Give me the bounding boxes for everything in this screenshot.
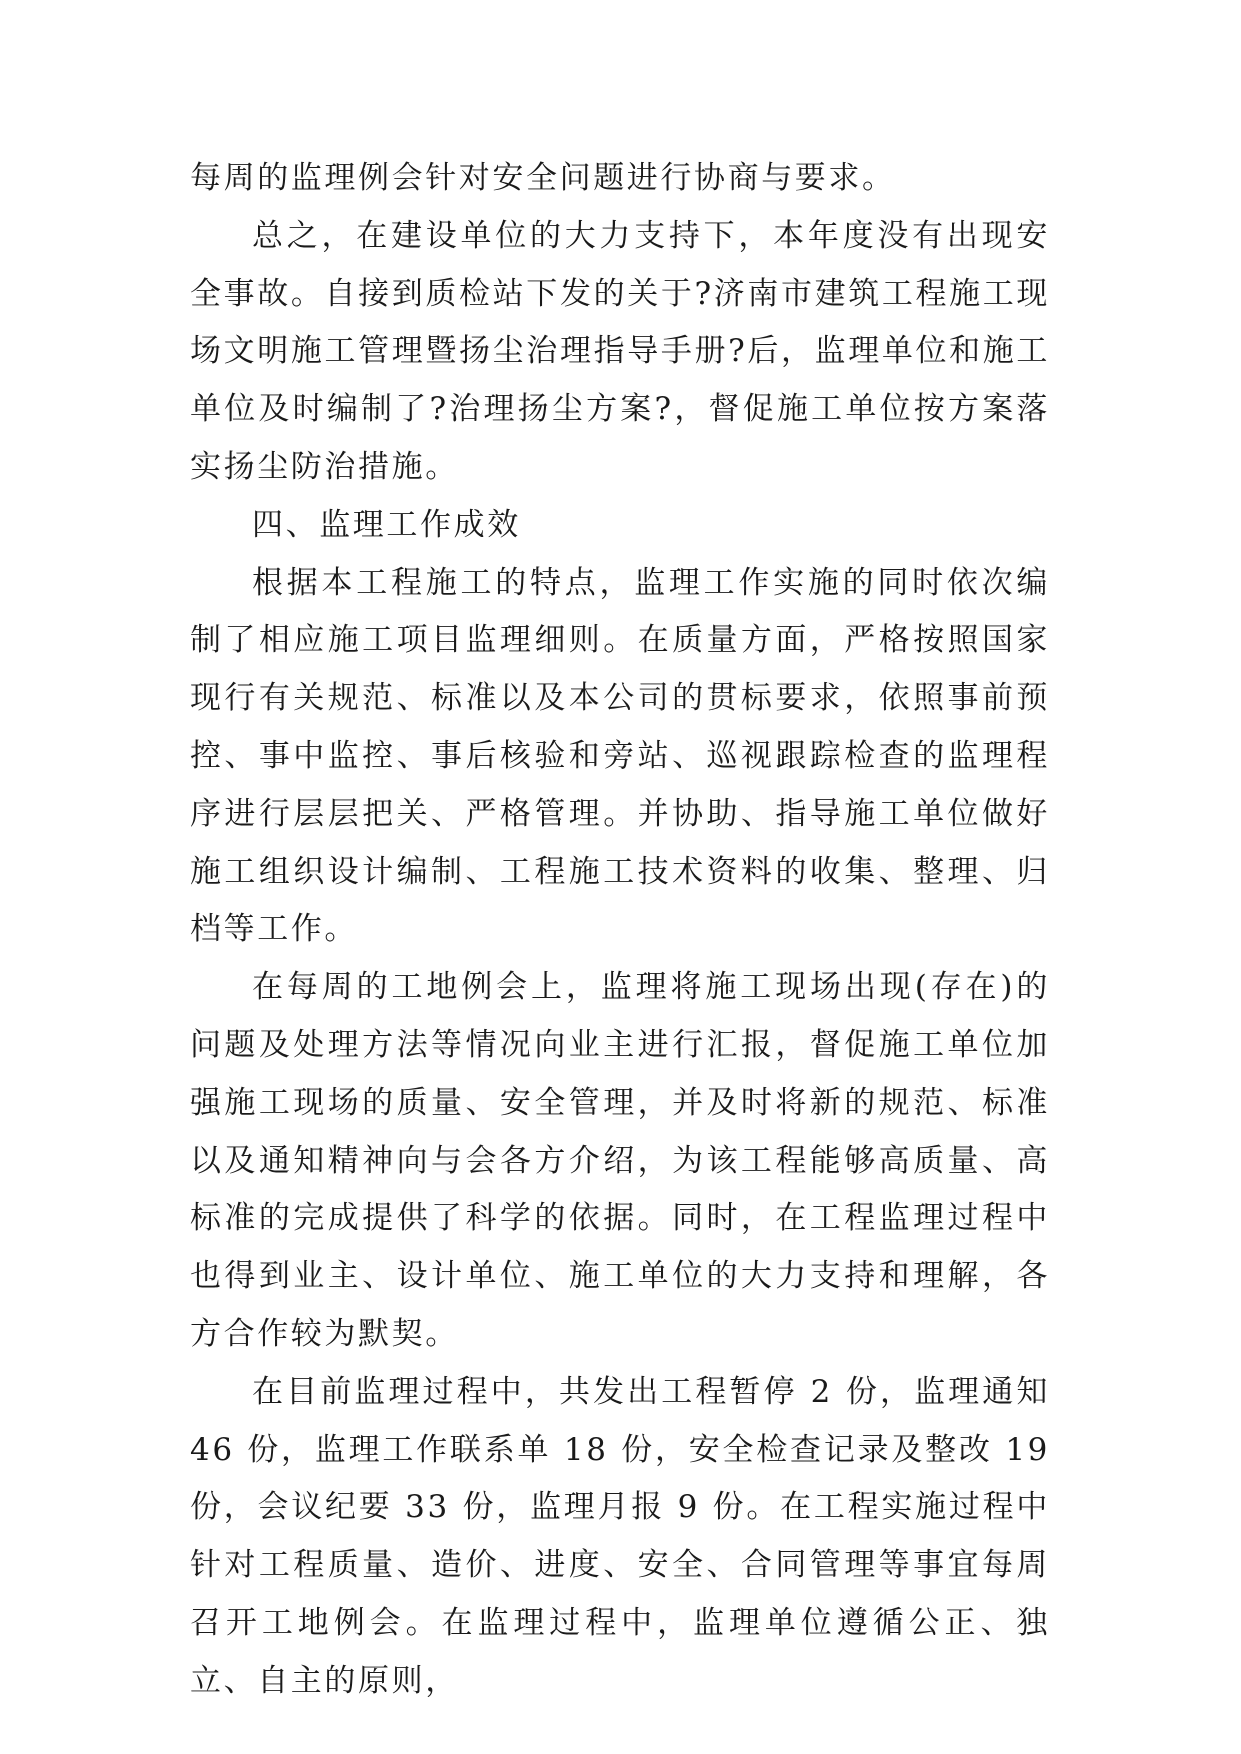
document-body bbox=[190, 150, 1050, 1711]
paragraph-continuation: 每周的监理例会针对安全问题进行协商与要求。 bbox=[190, 160, 896, 196]
paragraph-supervision-rules: 根据本工程施工的特点，监理工作实施的同时依次编制了相应施工项目监理细则。在质量方面，严格按照国家现行有关规范、标准以及本公司的贯标要求，依照事前预控、事中监控、事后核验和旁站、巡视跟踪检查的监理程序进行层层把关、严格管理。并协助、指导施工单位做好施工组织设计编制、工程施工技术资料的收集、整理、归档等工作。 bbox=[190, 564, 1050, 948]
section-heading: 四、监理工作成效 bbox=[252, 506, 521, 543]
paragraph-weekly-meeting: 在每周的工地例会上，监理将施工现场出现(存在)的问题及处理方法等情况向业主进行汇报，督促施工单位加强施工现场的质量、安全管理，并及时将新的规范、标准以及通知精神向与会各方介绍，为该工程能够高质量、高标准的完成提供了科学的依据。同时，在工程监理过程中也得到业主、设计单位、施工单位的大力支持和理解，各方合作较为默契。 bbox=[190, 969, 1050, 1352]
paragraph-statistics: 在目前监理过程中，共发出工程暂停 2 份，监理通知 46 份，监理工作联系单 18 份，安全检查记录及整改 19 份，会议纪要 33 份，监理月报 9 份。在工程实施过程中针对工程质量、造价、进度、安全、合同管理等事宜每周召开工地例会。在监理过程中，监理单位遵循公正、独立、自主的原则， bbox=[190, 1373, 1050, 1699]
paragraph-safety-summary: 总之，在建设单位的大力支持下，本年度没有出现安全事故。自接到质检站下发的关于?济南市建筑工程施工现场文明施工管理暨扬尘治理指导手册?后，监理单位和施工单位及时编制了?治理扬尘方案?，督促施工单位按方案落实扬尘防治措施。 bbox=[190, 217, 1050, 485]
